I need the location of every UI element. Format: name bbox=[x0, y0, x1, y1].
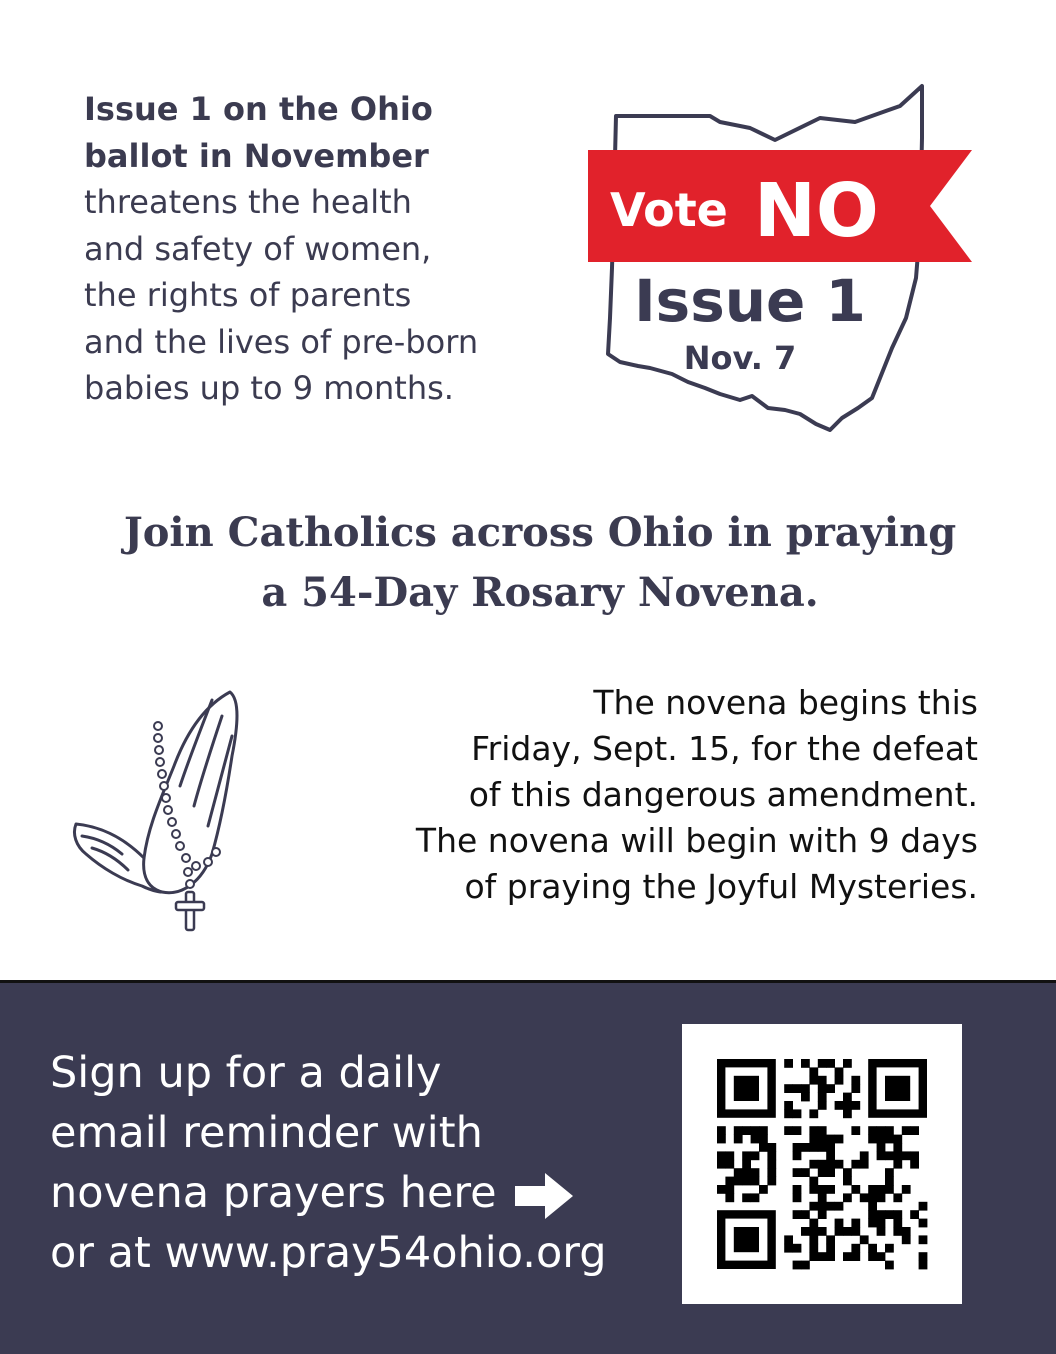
qr-module bbox=[793, 1126, 802, 1135]
qr-module bbox=[801, 1227, 810, 1236]
qr-module bbox=[818, 1252, 827, 1261]
qr-module bbox=[751, 1168, 760, 1177]
qr-module bbox=[742, 1126, 751, 1135]
qr-module bbox=[835, 1160, 844, 1169]
qr-module bbox=[860, 1193, 869, 1202]
qr-module bbox=[893, 1219, 902, 1228]
qr-module bbox=[868, 1193, 877, 1202]
qr-module bbox=[835, 1135, 844, 1144]
qr-module bbox=[818, 1101, 827, 1110]
qr-module bbox=[717, 1126, 726, 1135]
qr-module bbox=[818, 1160, 827, 1169]
signup-url[interactable]: or at www.pray54ohio.org bbox=[50, 1228, 607, 1278]
qr-module bbox=[742, 1160, 751, 1169]
qr-module bbox=[919, 1261, 928, 1270]
qr-module bbox=[801, 1093, 810, 1102]
qr-module bbox=[809, 1219, 818, 1228]
qr-module bbox=[809, 1252, 818, 1261]
qr-module bbox=[818, 1076, 827, 1085]
headline bbox=[60, 503, 1020, 623]
qr-module bbox=[919, 1235, 928, 1244]
signup-banner bbox=[0, 980, 1056, 1354]
qr-module bbox=[784, 1084, 793, 1093]
qr-module bbox=[885, 1210, 894, 1219]
qr-module bbox=[717, 1160, 726, 1169]
qr-module bbox=[734, 1227, 759, 1252]
qr-module bbox=[885, 1135, 894, 1144]
qr-module bbox=[801, 1059, 810, 1068]
qr-module bbox=[801, 1261, 810, 1270]
qr-module bbox=[751, 1193, 760, 1202]
qr-module bbox=[801, 1143, 810, 1152]
qr-module bbox=[893, 1160, 902, 1169]
qr-module bbox=[885, 1185, 894, 1194]
qr-module bbox=[809, 1143, 818, 1152]
qr-module bbox=[809, 1235, 818, 1244]
qr-module bbox=[826, 1160, 835, 1169]
qr-module bbox=[751, 1135, 760, 1144]
qr-module bbox=[818, 1193, 827, 1202]
novena-paragraph bbox=[330, 680, 978, 910]
qr-module bbox=[877, 1135, 886, 1144]
qr-module bbox=[835, 1101, 844, 1110]
issue-label: Issue 1 bbox=[634, 267, 866, 335]
qr-module bbox=[793, 1244, 802, 1253]
qr-module bbox=[885, 1244, 894, 1253]
qr-module bbox=[809, 1202, 818, 1211]
qr-module bbox=[877, 1193, 886, 1202]
qr-module bbox=[784, 1235, 793, 1244]
qr-module bbox=[759, 1126, 768, 1135]
qr-module bbox=[893, 1135, 902, 1144]
qr-module bbox=[851, 1084, 860, 1093]
qr-module bbox=[893, 1151, 902, 1160]
qr-module bbox=[843, 1227, 852, 1236]
qr-module bbox=[885, 1168, 894, 1177]
qr-module bbox=[877, 1210, 886, 1219]
qr-module bbox=[860, 1160, 869, 1169]
qr-module bbox=[851, 1160, 860, 1169]
qr-module bbox=[860, 1235, 869, 1244]
qr-module bbox=[843, 1252, 852, 1261]
qr-module bbox=[851, 1126, 860, 1135]
qr-module bbox=[759, 1143, 768, 1152]
qr-module bbox=[877, 1185, 886, 1194]
qr-module bbox=[784, 1059, 793, 1068]
qr-module bbox=[734, 1168, 743, 1177]
qr-module bbox=[851, 1076, 860, 1085]
qr-module bbox=[742, 1151, 751, 1160]
qr-module bbox=[843, 1177, 852, 1186]
qr-module bbox=[809, 1160, 818, 1169]
qr-module bbox=[809, 1177, 818, 1186]
novena-line: of praying the Joyful Mysteries. bbox=[464, 867, 978, 906]
qr-module bbox=[801, 1084, 810, 1093]
qr-module bbox=[793, 1193, 802, 1202]
qr-module bbox=[902, 1235, 911, 1244]
qr-module bbox=[826, 1135, 835, 1144]
qr-module bbox=[725, 1160, 734, 1169]
qr-module bbox=[759, 1135, 768, 1144]
qr-module bbox=[826, 1059, 835, 1068]
qr-module bbox=[877, 1219, 886, 1228]
qr-module bbox=[717, 1135, 726, 1144]
qr-module bbox=[793, 1143, 802, 1152]
qr-module bbox=[835, 1067, 844, 1076]
qr-module bbox=[826, 1235, 835, 1244]
qr-module bbox=[868, 1244, 877, 1253]
signup-line: email reminder with bbox=[50, 1108, 483, 1158]
qr-module bbox=[902, 1151, 911, 1160]
qr-module bbox=[767, 1168, 776, 1177]
qr-module bbox=[751, 1177, 760, 1186]
qr-module bbox=[793, 1084, 802, 1093]
qr-module bbox=[818, 1135, 827, 1144]
novena-line: Friday, Sept. 15, for the defeat bbox=[471, 729, 978, 768]
qr-module bbox=[877, 1151, 886, 1160]
intro-line: threatens the health bbox=[84, 183, 412, 221]
qr-module bbox=[893, 1143, 902, 1152]
qr-module bbox=[818, 1168, 827, 1177]
qr-module bbox=[717, 1151, 726, 1160]
signup-line-text: novena prayers here bbox=[50, 1168, 497, 1218]
qr-module bbox=[919, 1252, 928, 1261]
qr-module bbox=[902, 1126, 911, 1135]
qr-module bbox=[843, 1109, 852, 1118]
qr-module bbox=[885, 1261, 894, 1270]
intro-paragraph bbox=[84, 86, 554, 412]
qr-module bbox=[893, 1193, 902, 1202]
qr-module bbox=[793, 1185, 802, 1194]
qr-module bbox=[767, 1160, 776, 1169]
qr-module bbox=[826, 1252, 835, 1261]
intro-line: and safety of women, bbox=[84, 229, 432, 268]
qr-module bbox=[751, 1151, 760, 1160]
no-label: NO bbox=[754, 168, 879, 254]
qr-module bbox=[818, 1143, 827, 1152]
intro-bold-line: ballot in November bbox=[84, 136, 429, 175]
qr-module bbox=[860, 1151, 869, 1160]
qr-module bbox=[793, 1168, 802, 1177]
qr-module bbox=[751, 1126, 760, 1135]
qr-module bbox=[910, 1126, 919, 1135]
qr-module bbox=[868, 1210, 877, 1219]
qr-module bbox=[801, 1168, 810, 1177]
right-arrow-icon bbox=[515, 1173, 573, 1219]
qr-module bbox=[818, 1185, 827, 1194]
qr-module bbox=[851, 1252, 860, 1261]
qr-module bbox=[851, 1101, 860, 1110]
novena-line: The novena begins this bbox=[593, 683, 978, 722]
qr-module bbox=[818, 1227, 827, 1236]
qr-module bbox=[893, 1227, 902, 1236]
vote-label: Vote bbox=[610, 183, 728, 237]
qr-code-box[interactable] bbox=[682, 1024, 962, 1304]
qr-module bbox=[826, 1151, 835, 1160]
qr-module bbox=[910, 1160, 919, 1169]
qr-module bbox=[868, 1126, 877, 1135]
qr-module bbox=[742, 1168, 751, 1177]
qr-module bbox=[793, 1261, 802, 1270]
qr-module bbox=[767, 1143, 776, 1152]
qr-module bbox=[767, 1151, 776, 1160]
qr-module bbox=[784, 1126, 793, 1135]
qr-module bbox=[843, 1093, 852, 1102]
qr-module bbox=[868, 1219, 877, 1228]
qr-module bbox=[717, 1185, 726, 1194]
praying-hands-rosary-icon bbox=[62, 686, 252, 936]
qr-module bbox=[809, 1227, 818, 1236]
qr-module bbox=[725, 1193, 734, 1202]
signup-line bbox=[50, 1163, 650, 1223]
headline-line-2: a 54-Day Rosary Novena. bbox=[261, 569, 819, 616]
qr-module bbox=[919, 1219, 928, 1228]
qr-module bbox=[725, 1177, 734, 1186]
qr-module bbox=[885, 1151, 894, 1160]
intro-line: and the lives of pre-born bbox=[84, 322, 479, 361]
signup-text bbox=[50, 1043, 650, 1283]
intro-line: babies up to 9 months. bbox=[84, 369, 454, 407]
qr-module bbox=[801, 1210, 810, 1219]
qr-module bbox=[793, 1151, 802, 1160]
qr-module bbox=[809, 1109, 818, 1118]
qr-module bbox=[851, 1244, 860, 1253]
vote-no-badge bbox=[580, 78, 980, 438]
qr-module bbox=[877, 1126, 886, 1135]
qr-module bbox=[868, 1202, 877, 1211]
qr-module bbox=[784, 1101, 793, 1110]
qr-module bbox=[843, 1168, 852, 1177]
qr-module bbox=[809, 1185, 818, 1194]
qr-module bbox=[826, 1244, 835, 1253]
novena-line: The novena will begin with 9 days bbox=[415, 821, 978, 860]
qr-module bbox=[734, 1177, 743, 1186]
qr-module bbox=[759, 1185, 768, 1194]
qr-module bbox=[818, 1084, 827, 1093]
qr-module bbox=[877, 1143, 886, 1152]
date-label: Nov. 7 bbox=[683, 339, 797, 377]
qr-module bbox=[843, 1101, 852, 1110]
qr-module bbox=[826, 1143, 835, 1152]
qr-module bbox=[902, 1185, 911, 1194]
qr-module bbox=[793, 1109, 802, 1118]
qr-module bbox=[818, 1210, 827, 1219]
qr-module bbox=[843, 1193, 852, 1202]
qr-module bbox=[826, 1084, 835, 1093]
intro-bold-line: Issue 1 on the Ohio bbox=[84, 90, 433, 128]
qr-module bbox=[826, 1202, 835, 1211]
qr-module bbox=[809, 1067, 818, 1076]
qr-module bbox=[868, 1252, 877, 1261]
qr-module bbox=[835, 1227, 844, 1236]
qr-module bbox=[868, 1135, 877, 1144]
qr-module bbox=[818, 1093, 827, 1102]
qr-module bbox=[851, 1219, 860, 1228]
qr-module bbox=[734, 1126, 743, 1135]
qr-module bbox=[784, 1109, 793, 1118]
qr-module bbox=[885, 1126, 894, 1135]
qr-module bbox=[809, 1135, 818, 1144]
qr-module bbox=[818, 1126, 827, 1135]
qr-module bbox=[910, 1210, 919, 1219]
qr-module bbox=[809, 1244, 818, 1253]
qr-module bbox=[809, 1076, 818, 1085]
qr-module bbox=[902, 1227, 911, 1236]
qr-module bbox=[877, 1252, 886, 1261]
qr-module bbox=[835, 1202, 844, 1211]
qr-module bbox=[843, 1059, 852, 1068]
qr-module bbox=[910, 1151, 919, 1160]
qr-module bbox=[893, 1210, 902, 1219]
qr-module bbox=[885, 1177, 894, 1186]
qr-module bbox=[919, 1202, 928, 1211]
qr-module bbox=[826, 1185, 835, 1194]
qr-module bbox=[851, 1227, 860, 1236]
qr-module bbox=[734, 1135, 743, 1144]
qr-module bbox=[868, 1185, 877, 1194]
novena-line: of this dangerous amendment. bbox=[468, 775, 978, 814]
qr-module bbox=[742, 1193, 751, 1202]
qr-module bbox=[885, 1076, 910, 1101]
qr-module bbox=[835, 1076, 844, 1085]
qr-module bbox=[826, 1168, 835, 1177]
qr-module bbox=[725, 1185, 734, 1194]
qr-module bbox=[793, 1210, 802, 1219]
qr-module bbox=[809, 1126, 818, 1135]
qr-module bbox=[784, 1244, 793, 1253]
qr-module bbox=[734, 1076, 759, 1101]
qr-module bbox=[725, 1151, 734, 1160]
qr-module bbox=[818, 1059, 827, 1068]
qr-module bbox=[835, 1219, 844, 1228]
qr-module bbox=[818, 1202, 827, 1211]
qr-module bbox=[851, 1185, 860, 1194]
headline-line-1: Join Catholics across Ohio in praying bbox=[123, 509, 957, 556]
intro-line: the rights of parents bbox=[84, 276, 412, 314]
qr-module bbox=[742, 1177, 751, 1186]
qr-code-icon[interactable] bbox=[682, 1024, 962, 1304]
signup-line: Sign up for a daily bbox=[50, 1048, 442, 1098]
qr-module bbox=[767, 1177, 776, 1186]
qr-module bbox=[877, 1227, 886, 1236]
